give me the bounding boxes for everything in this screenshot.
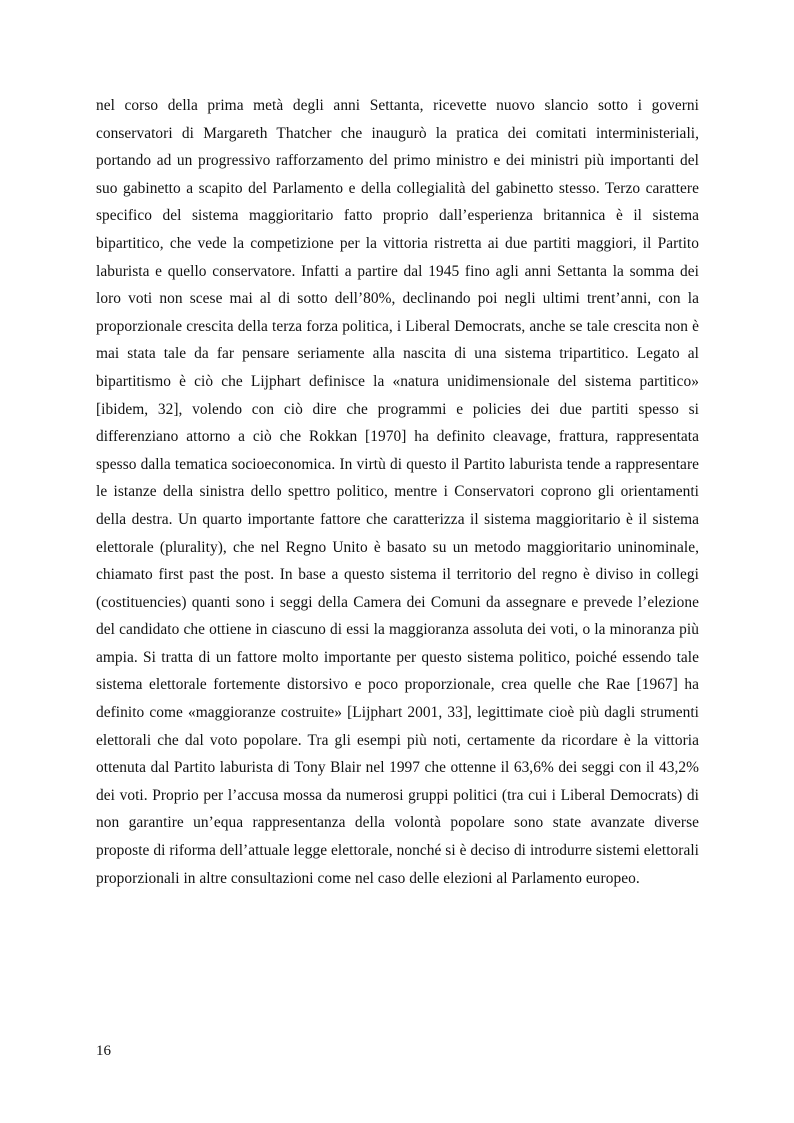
page-number: 16 bbox=[96, 1043, 111, 1059]
body-paragraph: nel corso della prima metà degli anni Settanta, ricevette nuovo slancio sotto i governi conservatori di Margareth Thatcher che inaugurò la pratica dei comitati interministeriali, portando ad un progressivo rafforzamento del primo ministro e dei ministri più importanti del suo gabinetto a scapito del Parlamento e della collegialità del gabinetto stesso. Terzo carattere specifico del sistema maggioritario fatto proprio dall’esperienza britannica è il sistema bipartitico, che vede la competizione per la vittoria ristretta ai due partiti maggiori, il Partito laburista e quello conservatore. Infatti a partire dal 1945 fino agli anni Settanta la somma dei loro voti non scese mai al di sotto dell’80%, declinando poi negli ultimi trent’anni, con la proporzionale crescita della terza forza politica, i Liberal Democrats, anche se tale crescita non è mai stata tale da far pensare seriamente alla nascita di una sistema tripartitico. Legato al bipartitismo è ciò che Lijphart definisce la «natura unidimensionale del sistema partitico» [ibidem, 32], volendo con ciò dire che programmi e policies dei due partiti spesso si differenziano attorno a ciò che Rokkan [1970] ha definito cleavage, frattura, rappresentata spesso dalla tematica socioeconomica. In virtù di questo il Partito laburista tende a rappresentare le istanze della sinistra dello spettro politico, mentre i Conservatori coprono gli orientamenti della destra. Un quarto importante fattore che caratterizza il sistema maggioritario è il sistema elettorale (plurality), che nel Regno Unito è basato su un metodo maggioritario uninominale, chiamato first past the post. In base a questo sistema il territorio del regno è diviso in collegi (costituencies) quanti sono i seggi della Camera dei Comuni da assegnare e prevede l’elezione del candidato che ottiene in ciascuno di essi la maggioranza assoluta dei voti, o la minoranza più ampia. Si tratta di un fattore molto importante per questo sistema politico, poiché essendo tale sistema elettorale fortemente distorsivo e poco proporzionale, crea quelle che Rae [1967] ha definito come «maggioranze costruite» [Lijphart 2001, 33], legittimate cioè più dagli strumenti elettorali che dal voto popolare. Tra gli esempi più noti, certamente da ricordare è la vittoria ottenuta dal Partito laburista di Tony Blair nel 1997 che ottenne il 63,6% dei seggi con il 43,2% dei voti. Proprio per l’accusa mossa da numerosi gruppi politici (tra cui i Liberal Democrats) di non garantire un’equa rappresentanza della volontà popolare sono state avanzate diverse proposte di riforma dell’attuale legge elettorale, nonché si è deciso di introdurre sistemi elettorali proporzionali in altre consultazioni come nel caso delle elezioni al Parlamento europeo. bbox=[96, 97, 699, 887]
